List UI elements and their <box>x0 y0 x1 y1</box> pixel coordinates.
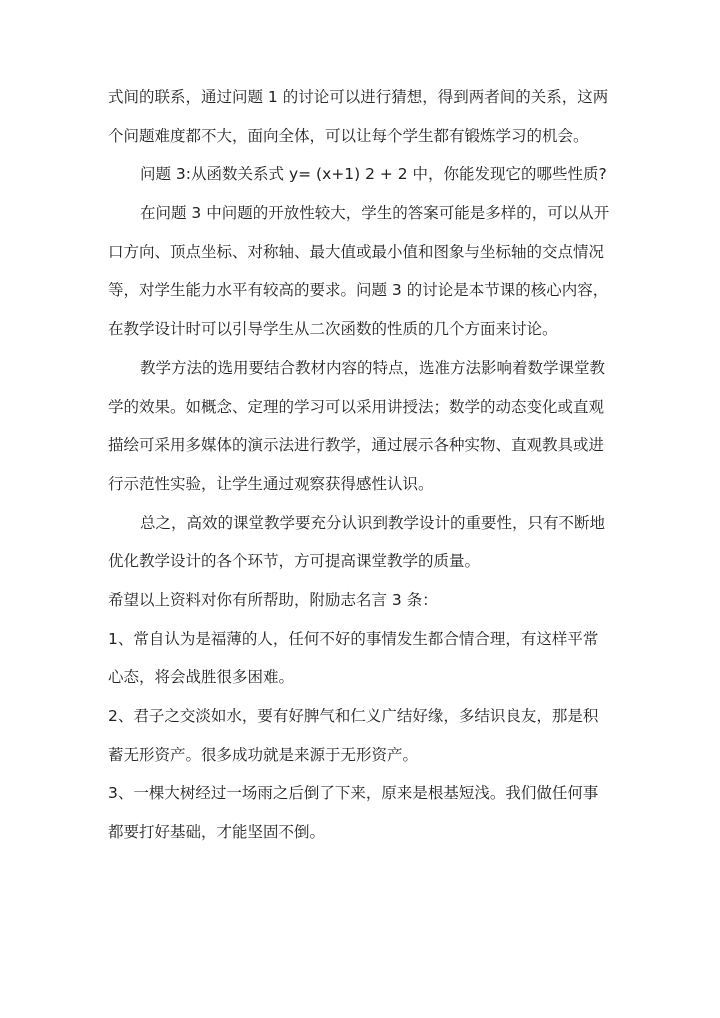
text-line: 3、一棵大树经过一场雨之后倒了下来，原来是根基短浅。我们做任何事 <box>108 784 599 803</box>
text-line: 描绘可采用多媒体的演示法进行教学，通过展示各种实物、直观教具或进 <box>108 436 605 455</box>
text-line: 蓄无形资产。很多成功就是来源于无形资产。 <box>108 745 419 764</box>
text-line: 学的效果。如概念、定理的学习可以采用讲授法；数学的动态变化或直观 <box>108 397 605 416</box>
text-line: 希望以上资料对你有所帮助，附励志名言 3 条： <box>108 590 438 609</box>
text-line: 优化教学设计的各个环节，方可提高课堂教学的质量。 <box>108 552 481 571</box>
text-line: 式间的联系，通过问题 1 的讨论可以进行猜想，得到两者间的关系，这两 <box>108 88 609 106</box>
text-line: 都要打好基础，才能坚固不倒。 <box>108 823 326 842</box>
text-line: 1、常自认为是福薄的人，任何不好的事情发生都合情合理，有这样平常 <box>108 629 599 648</box>
text-line: 在教学设计时可以引导学生从二次函数的性质的几个方面来讨论。 <box>108 320 558 339</box>
text-line: 教学方法的选用要结合教材内容的特点，选准方法影响着数学课堂教 <box>140 358 606 377</box>
text-line: 等，对学生能力水平有较高的要求。问题 3 的讨论是本节课的核心内容， <box>108 281 609 300</box>
document-page <box>108 86 610 860</box>
text-line: 心态，将会战胜很多困难。 <box>108 668 295 687</box>
text-line: 总之，高效的课堂教学要充分认识到教学设计的重要性，只有不断地 <box>140 513 606 532</box>
text-line: 行示范性实验，让学生通过观察获得感性认识。 <box>108 474 434 493</box>
text-line: 问题 3:从函数关系式 y= (x+1) 2 + 2 中，你能发现它的哪些性质? <box>140 165 607 184</box>
text-line: 个问题难度都不大，面向全体，可以让每个学生都有锻炼学习的机会。 <box>108 126 589 145</box>
text-line: 口方向、顶点坐标、对称轴、最大值或最小值和图象与坐标轴的交点情况 <box>108 242 605 261</box>
text-line: 在问题 3 中问题的开放性较大，学生的答案可能是多样的，可以从开 <box>140 204 610 223</box>
text-line: 2、君子之交淡如水，要有好脾气和仁义广结好缘，多结识良友，那是积 <box>108 707 599 725</box>
